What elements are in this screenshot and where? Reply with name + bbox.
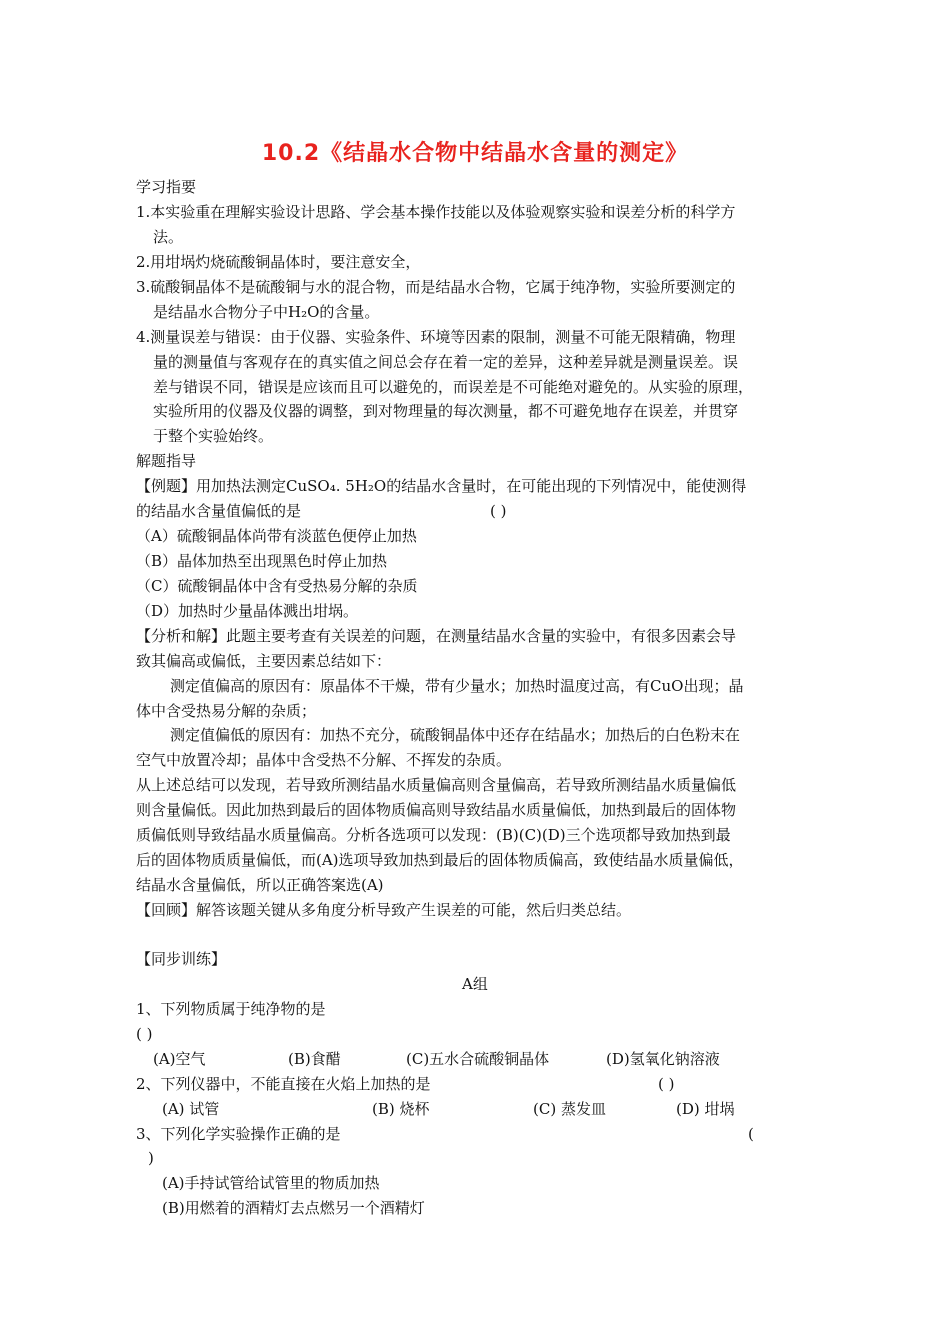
guide-item-4-cont-2: 差与错误不同，错误是应该而且可以避免的，而误差是不可能绝对避免的。从实验的原理，: [153, 378, 754, 396]
review-line: 【回顾】解答该题关键从多角度分析导致产生误差的可能，然后归类总结。: [136, 901, 632, 919]
example-line-2: 的结晶水含量值偏低的是: [136, 502, 302, 520]
conclusion-line-1: 从上述总结可以发现，若导致所测结晶水质量偏高则含量偏高，若导致所测结晶水质量偏低: [136, 776, 737, 794]
conclusion-line-2: 则含量偏低。因此加热到最后的固体物质偏高则导致结晶水质量偏低，加热到最后的固体物: [136, 801, 737, 819]
q2-option-c: (C) 蒸发皿: [533, 1100, 606, 1118]
example-answer-bracket: ( ): [490, 502, 507, 520]
example-option-b: （B）晶体加热至出现黑色时停止加热: [136, 552, 388, 570]
guide-item-4-cont-4: 于整个实验始终。: [153, 427, 274, 445]
conclusion-line-5: 结晶水含量偏低，所以正确答案选(A): [136, 876, 384, 894]
high-reason-line-2: 体中含受热易分解的杂质；: [136, 702, 317, 720]
analysis-line-2: 致其偏高或偏低，主要因素总结如下：: [136, 652, 392, 670]
group-label: A组: [462, 975, 488, 993]
low-reason-line-2: 空气中放置冷却；晶体中含受热不分解、不挥发的杂质。: [136, 751, 512, 769]
guide-item-4-cont-1: 量的测量值与客观存在的真实值之间总会存在着一定的差异，这种差异就是测量误差。误: [153, 353, 739, 371]
q2-option-b: (B) 烧杯: [372, 1100, 430, 1118]
example-option-d: （D）加热时少量晶体溅出坩埚。: [136, 602, 359, 620]
page-title: 10.2《结晶水合物中结晶水含量的测定》: [261, 141, 689, 166]
guide-item-4: 4.测量误差与错误：由于仪器、实验条件、环境等因素的限制，测量不可能无限精确，物理: [136, 328, 736, 346]
analysis-line-1: 【分析和解】此题主要考查有关误差的问题，在测量结晶水含量的实验中，有很多因素会导: [136, 627, 737, 645]
q1-option-c: (C)五水合硫酸铜晶体: [406, 1050, 550, 1068]
q3-bracket-close: ): [148, 1149, 154, 1167]
section-heading-solve: 解题指导: [136, 452, 197, 470]
q2-option-d: (D) 坩埚: [676, 1100, 735, 1118]
q1-option-b: (B)食醋: [288, 1050, 341, 1068]
guide-item-3-cont: 是结晶水合物分子中H₂O的含量。: [153, 303, 380, 321]
q2-stem: 2、下列仪器中，不能直接在火焰上加热的是: [136, 1075, 431, 1093]
guide-item-2: 2.用坩埚灼烧硫酸铜晶体时，要注意安全，: [136, 253, 421, 271]
example-option-c: （C）硫酸铜晶体中含有受热易分解的杂质: [136, 577, 418, 595]
q3-bracket-open: (: [748, 1125, 754, 1143]
q2-bracket: ( ): [658, 1075, 675, 1093]
conclusion-line-3: 质偏低则导致结晶水质量偏高。分析各选项可以发现：(B)(C)(D)三个选项都导致加热到最: [136, 826, 731, 844]
guide-item-3: 3.硫酸铜晶体不是硫酸铜与水的混合物，而是结晶水合物，它属于纯净物，实验所要测定的: [136, 278, 736, 296]
example-option-a: （A）硫酸铜晶体尚带有淡蓝色便停止加热: [136, 527, 417, 545]
section-heading-guide: 学习指要: [136, 178, 197, 196]
q1-option-a: (A)空气: [153, 1050, 206, 1068]
q3-stem: 3、下列化学实验操作正确的是: [136, 1125, 341, 1143]
guide-item-1-cont: 法。: [153, 228, 184, 246]
high-reason-line-1: 测定值偏高的原因有：原晶体不干燥，带有少量水；加热时温度过高，有CuO出现；晶: [170, 677, 744, 695]
guide-item-4-cont-3: 实验所用的仪器及仪器的调整，到对物理量的每次测量，都不可避免地存在误差，并贯穿: [153, 402, 739, 420]
conclusion-line-4: 后的固体物质质量偏低，而(A)选项导致加热到最后的固体物质偏高，致使结晶水质量偏低，: [136, 851, 744, 869]
q1-option-d: (D)氢氧化钠溶液: [606, 1050, 720, 1068]
q1-stem: 1、下列物质属于纯净物的是: [136, 1000, 326, 1018]
q3-option-a: (A)手持试管给试管里的物质加热: [162, 1174, 380, 1192]
section-heading-training: 【同步训练】: [136, 950, 227, 968]
q1-bracket: ( ): [136, 1025, 153, 1043]
q2-option-a: (A) 试管: [162, 1100, 220, 1118]
q3-option-b: (B)用燃着的酒精灯去点燃另一个酒精灯: [162, 1199, 425, 1217]
guide-item-1: 1.本实验重在理解实验设计思路、学会基本操作技能以及体验观察实验和误差分析的科学方: [136, 203, 736, 221]
low-reason-line-1: 测定值偏低的原因有：加热不充分，硫酸铜晶体中还存在结晶水；加热后的白色粉末在: [170, 726, 741, 744]
example-line-1: 【例题】用加热法测定CuSO₄. 5H₂O的结晶水含量时，在可能出现的下列情况中，能使测得: [136, 477, 747, 495]
